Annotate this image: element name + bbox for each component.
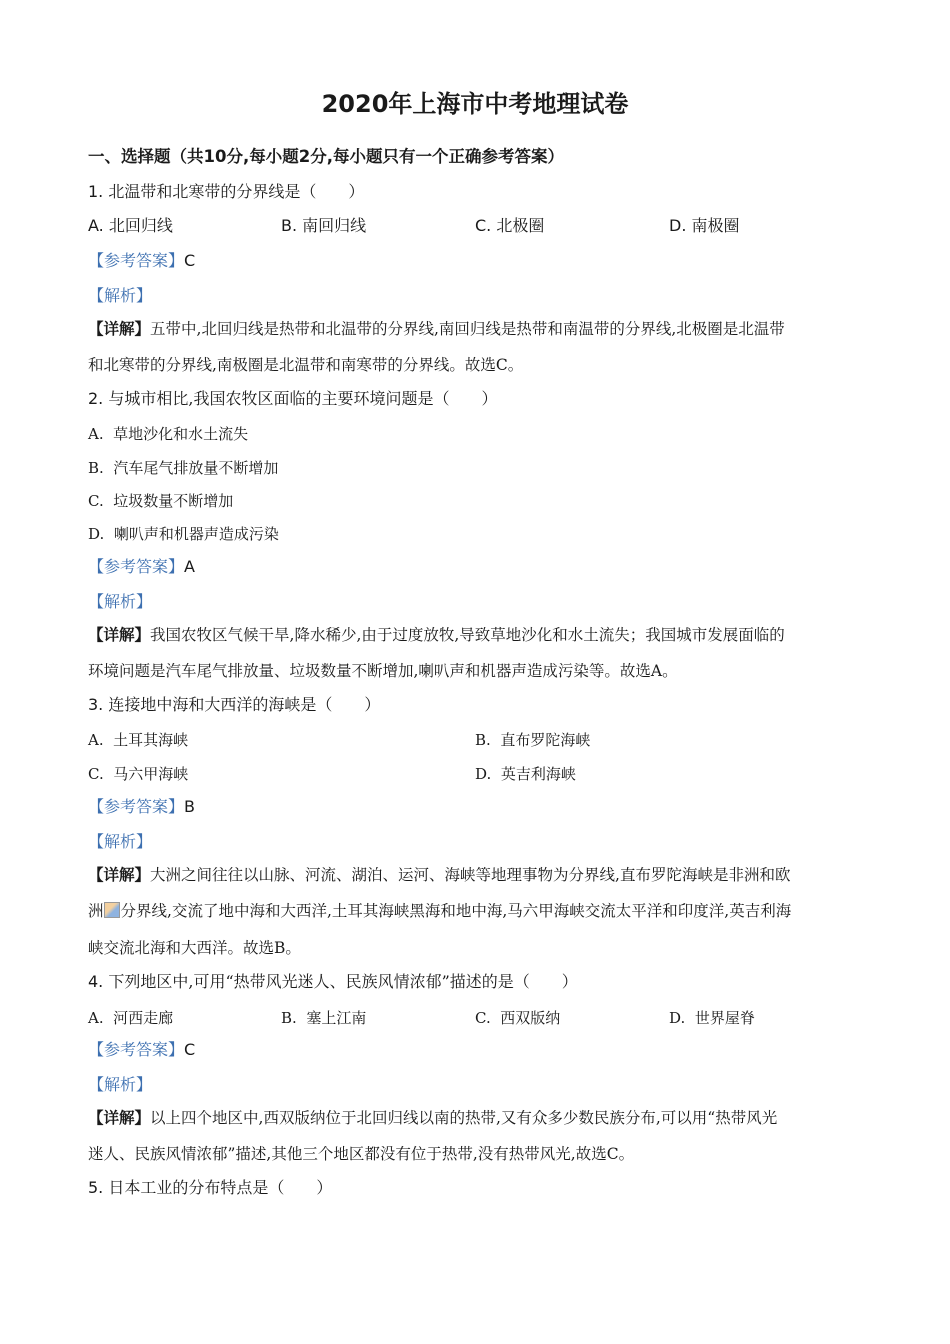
q2-option-a: A. 草地沙化和水土流失	[88, 425, 249, 443]
q2-option-c: C. 垃圾数量不断增加	[88, 492, 234, 510]
q1-detail-line: 和北寒带的分界线,南极圈是北温带和南寒带的分界线。故选C。	[88, 356, 524, 374]
q3-option-c: C. 马六甲海峡	[88, 765, 189, 783]
q4-detail-line: 【详解】以上四个地区中,西双版纳位于北回归线以南的热带,又有众多少数民族分布,可以用“热带风光	[88, 1109, 778, 1127]
q4-option-c: C. 西双版纳	[475, 1009, 561, 1027]
q3-option-d: D. 英吉利海峡	[475, 765, 576, 783]
q2-detail-line: 环境问题是汽车尾气排放量、垃圾数量不断增加,喇叭声和机器声造成污染等。故选A。	[88, 662, 678, 680]
q3-answer: 【参考答案】B	[88, 797, 195, 816]
image-icon	[104, 902, 120, 918]
q3-analysis-label: 【解析】	[88, 832, 153, 851]
q2-option-d: D. 喇叭声和机器声造成污染	[88, 525, 279, 543]
q4-answer: 【参考答案】C	[88, 1040, 196, 1059]
q4-detail-line: 迷人、民族风情浓郁”描述,其他三个地区都没有位于热带,没有热带风光,故选C。	[88, 1145, 635, 1163]
q3-option-a: A. 土耳其海峡	[88, 731, 189, 749]
question-1	[88, 181, 364, 203]
q4-option-b: B. 塞上江南	[281, 1009, 367, 1027]
question-4: 4. 下列地区中,可用“热带风光迷人、民族风情浓郁”描述的是（ ）	[88, 972, 578, 991]
q1-option-d: D. 南极圈	[669, 216, 740, 235]
q4-option-d: D. 世界屋脊	[669, 1009, 755, 1027]
q1-detail-line: 【详解】五带中,北回归线是热带和北温带的分界线,南回归线是热带和南温带的分界线,北极圈是北温带	[88, 320, 785, 338]
question-2: 2. 与城市相比,我国农牧区面临的主要环境问题是（ ）	[88, 389, 498, 408]
q2-answer: 【参考答案】A	[88, 557, 195, 576]
q1-answer: 【参考答案】C	[88, 251, 196, 270]
q2-option-b: B. 汽车尾气排放量不断增加	[88, 459, 279, 477]
question-number: 1.	[88, 182, 104, 201]
q2-analysis-label: 【解析】	[88, 592, 153, 611]
q4-analysis-label: 【解析】	[88, 1075, 153, 1094]
q1-option-c: C. 北极圈	[475, 216, 545, 235]
question-text: 北温带和北寒带的分界线是（ ）	[108, 182, 365, 201]
question-5: 5. 日本工业的分布特点是（ ）	[88, 1178, 333, 1197]
q3-detail-line: 洲 分界线,交流了地中海和大西洋,土耳其海峡黑海和地中海,马六甲海峡交流太平洋和印度洋,英吉利海	[88, 902, 792, 920]
section-heading: 一、选择题（共10分,每小题2分,每小题只有一个正确参考答案）	[88, 147, 564, 166]
q3-detail-line: 峡交流北海和大西洋。故选B。	[88, 939, 301, 957]
question-3: 3. 连接地中海和大西洋的海峡是（ ）	[88, 695, 381, 714]
q1-analysis-label: 【解析】	[88, 286, 153, 305]
q1-option-a: A. 北回归线	[88, 216, 173, 235]
page-title: 2020年上海市中考地理试卷	[321, 90, 629, 118]
q3-detail-line: 【详解】大洲之间往往以山脉、河流、湖泊、运河、海峡等地理事物为分界线,直布罗陀海峡是非洲和欧	[88, 866, 791, 884]
q3-option-b: B. 直布罗陀海峡	[475, 731, 591, 749]
q4-option-a: A. 河西走廊	[88, 1009, 174, 1027]
q2-detail-line: 【详解】我国农牧区气候干旱,降水稀少,由于过度放牧,导致草地沙化和水土流失；我国城市发展面临的	[88, 626, 785, 644]
q1-option-b: B. 南回归线	[281, 216, 367, 235]
